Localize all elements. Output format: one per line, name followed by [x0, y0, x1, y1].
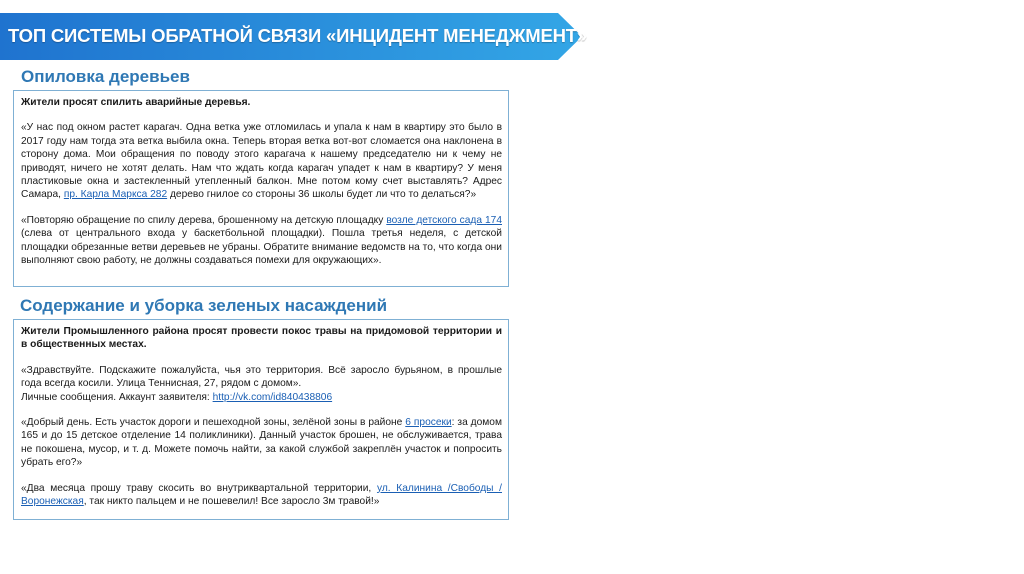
- incident-quote: «У нас под окном растет карагач. Одна ветка уже отломилась и упала к нам в квартиру это было в 2017 году нам тогда эта ветка выбила окна. Теперь вторая ветка вот-вот сломается она наклонена в сторону дома. Мои обращения по поводу этого карагача к нашему председателю ни к чему не приводят, ничего не хотят делать. Нам что ждать когда карагач упадет к нам в квартиру? У меня пластиковые окна и застекленный утепленный балкон. Мне потом кому счет выставлять? Адрес Самара, пр. Карла Маркса 282 дерево гнилое со стороны 36 школы будет ли что то делаться?»: [21, 122, 502, 201]
- incident-heading: Жители просят спилить аварийные деревья.: [21, 97, 251, 108]
- incident-heading: Жители Промышленного района просят провести покос травы на придомовой территории и в общественных местах.: [21, 326, 502, 351]
- incident-card-tree-cutting: [13, 90, 509, 287]
- page-title: ТОП СИСТЕМЫ ОБРАТНОЙ СВЯЗИ «ИНЦИДЕНТ МЕНЕДЖМЕНТ»: [8, 25, 587, 46]
- applicant-profile-link[interactable]: http://vk.com/id840438806: [212, 391, 333, 403]
- header-banner: [0, 13, 587, 60]
- incident-quote: «Два месяца прошу траву скосить во внутриквартальной территории, ул. Калинина /Свободы /Воронежская, так никто пальцем и не пошевелил! Все заросло 3м травой!»: [21, 482, 502, 508]
- address-link[interactable]: ул. Калинина /Свободы /Воронежская: [21, 482, 502, 508]
- incident-quote: «Добрый день. Есть участок дороги и пешеходной зоны, зелёной зоны в районе 6 просеки: за домом 165 и до 15 детское отделение 14 поликлиники). Данный участок брошен, не обслуживается, трава не покошена, мусор, и т. д. Можете помочь найти, за какой службой закреплён участок и попросить убрать его?»: [21, 417, 502, 469]
- section-title-green-spaces: Содержание и уборка зеленых насаждений: [20, 296, 388, 315]
- address-link[interactable]: 6 просеки: [405, 417, 452, 429]
- incident-quote: «Повторяю обращение по спилу дерева, брошенному на детскую площадку возле детского сада 174 (слева от центрального входа у баскетбольной площадки). Пошла третья неделя, с детской площадки обрезанные ветви деревьев не убраны. Обратите внимание ведомств на то, что когда они выполняют свою работу, не должны создаваться помехи для окружающих».: [21, 214, 502, 267]
- incident-card-green-spaces: [13, 319, 509, 520]
- address-link[interactable]: пр. Карла Маркса 282: [63, 189, 168, 201]
- section-title-tree-cutting: Опиловка деревьев: [21, 67, 190, 86]
- address-link[interactable]: возле детского сада 174: [386, 214, 502, 226]
- incident-quote: «Здравствуйте. Подскажите пожалуйста, чья это территория. Всё заросло бурьяном, в прошлые года всегда косили. Улица Теннисная, 27, рядом с домом». Личные сообщения. Аккаунт заявителя: http://vk.com/id840438806: [21, 364, 502, 403]
